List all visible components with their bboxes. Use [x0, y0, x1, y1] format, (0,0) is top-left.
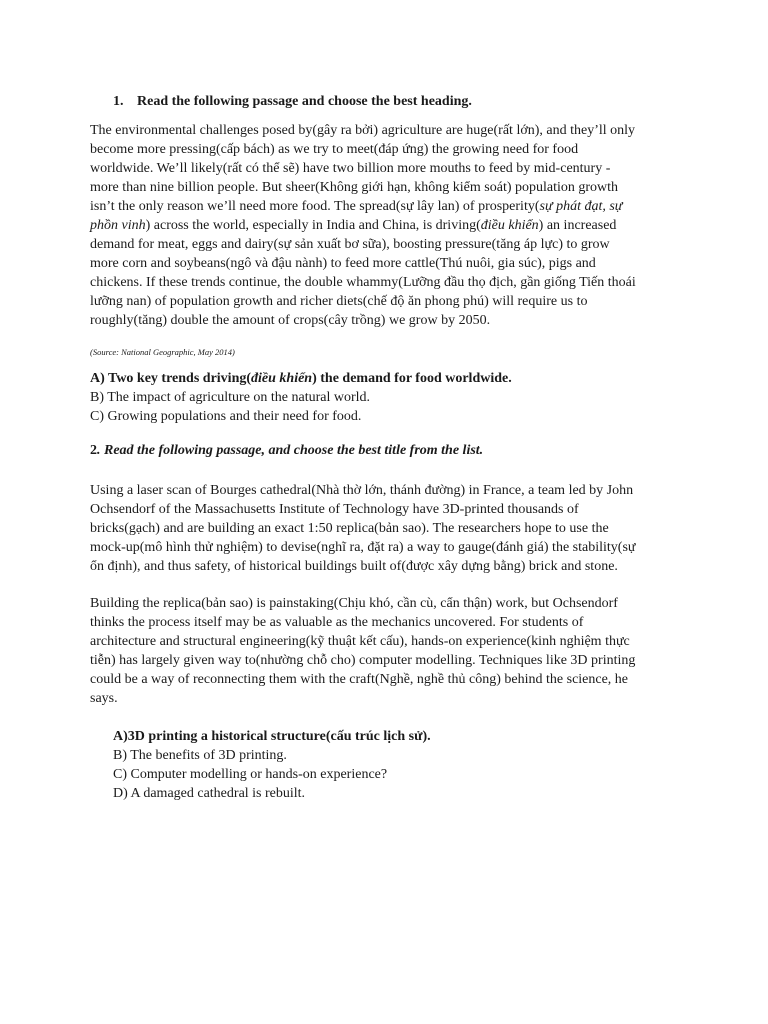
question-1-heading: [113, 94, 472, 110]
passage-line: Using a laser scan of Bourges cathedral(Nhà thờ lớn, thánh đường) in France, a team led by John: [90, 483, 634, 498]
passage-line: bricks(gạch) and are building an exact 1:50 replica(bản sao). The researchers hope to use the: [90, 521, 609, 536]
passage-line: [90, 254, 690, 273]
question-1-heading-text: Read the following passage and choose the best heading.: [137, 94, 472, 109]
question-1-number: 1.: [113, 94, 124, 109]
passage-line: [90, 311, 690, 330]
passage-line: says.: [90, 691, 118, 706]
passage-text: roughly(tăng) double the amount of crops(cây trồng) we grow by 2050.: [90, 313, 491, 328]
passage-text: more than nine billion people. But sheer(Không giới hạn, không kiểm soát) population growth: [90, 180, 619, 195]
passage-source: (Source: National Geographic, May 2014): [90, 347, 235, 357]
question-1-option-c: C) Growing populations and their need for food.: [90, 409, 362, 424]
passage-line: [90, 235, 690, 254]
passage-line: mock-up(mô hình thử nghiệm) to devise(nghĩ ra, đặt ra) a way to gauge(đánh giá) the stability(sự: [90, 540, 636, 555]
passage-line: [90, 121, 690, 140]
passage-line: could be a way of reconnecting them with the craft(Nghề, nghề thủ công) behind the science, he: [90, 672, 629, 687]
question-2-options: [113, 727, 431, 803]
question-2-option-d: D) A damaged cathedral is rebuilt.: [113, 786, 306, 801]
passage-line: [90, 292, 690, 311]
passage-italic-text: sự phát đạt, sự: [539, 199, 623, 214]
passage-text: ) across the world, especially in India and China, is driving(: [145, 218, 481, 233]
passage-italic-text: điều khiển: [480, 218, 539, 233]
passage-line: [90, 159, 690, 178]
question-1-options: [90, 369, 512, 426]
passage-line: [90, 197, 690, 216]
passage-line: Building the replica(bản sao) is painstaking(Chịu khó, cần cù, cẩn thận) work, but Ochsendorf: [90, 596, 618, 611]
passage-text: worldwide. We’ll likely(rất có thể sẽ) have two billion more mouths to feed by mid-century -: [90, 161, 611, 176]
option-a-prefix: A) Two key trends driving(: [90, 371, 252, 386]
question-2-passage-2: [90, 594, 690, 708]
question-2-heading: [90, 443, 483, 459]
passage-text: The environmental challenges posed by(gây ra bởi) agriculture are huge(rất lớn), and they’ll only: [90, 123, 636, 138]
passage-text: chickens. If these trends continue, the double whammy(Lưỡng đầu thọ địch, gần giống Tiến thoái: [90, 275, 636, 290]
passage-line: [90, 178, 690, 197]
passage-line: architecture and structural engineering(kỹ thuật kết cấu), hands-on experience(kinh nghiệm thực: [90, 634, 630, 649]
question-2-option-c: C) Computer modelling or hands-on experience?: [113, 767, 388, 782]
passage-line: [90, 273, 690, 292]
passage-text: more corn and soybeans(ngô và đậu nành) to feed more cattle(Thú nuôi, gia súc), pigs and: [90, 256, 596, 271]
option-a-suffix: ) the demand for food worldwide.: [312, 371, 512, 386]
question-1-passage: [90, 121, 690, 330]
option-a-italic: điều khiển: [251, 371, 313, 386]
question-2-heading-text: . Read the following passage, and choose the best title from the list.: [97, 443, 484, 458]
question-2-passage-1: [90, 481, 690, 576]
passage-text: demand for meat, eggs and dairy(sự sản xuất bơ sữa), boosting pressure(tăng áp lực) to grow: [90, 237, 610, 252]
passage-line: thinks the process itself may be as valuable as the mechanics uncovered. For students of: [90, 615, 584, 630]
question-2-option-b: B) The benefits of 3D printing.: [113, 748, 287, 763]
question-1-option-b: B) The impact of agriculture on the natural world.: [90, 390, 371, 405]
passage-line: ổn định), and thus safety, of historical buildings built of(được xây dựng bằng) brick and stone.: [90, 559, 618, 574]
passage-text: ) an increased: [538, 218, 617, 233]
passage-italic-text: phồn vinh: [90, 218, 146, 233]
passage-line: tiễn) has largely given way to(nhường chỗ cho) computer modelling. Techniques like 3D printing: [90, 653, 636, 668]
passage-line: [90, 140, 690, 159]
question-2-number: 2: [90, 443, 97, 458]
passage-line: [90, 216, 690, 235]
question-1-option-a: [90, 369, 512, 388]
question-2-option-a: A)3D printing a historical structure(cấu trúc lịch sử).: [113, 729, 431, 744]
passage-text: become more pressing(cấp bách) as we try to meet(đáp ứng) the growing need for food: [90, 142, 579, 157]
passage-text: isn’t the only reason we’ll need more food. The spread(sự lây lan) of prosperity(: [90, 199, 540, 214]
passage-text: lưỡng nan) of population growth and richer diets(chế độ ăn phong phú) will require us to: [90, 294, 588, 309]
passage-line: Ochsendorf of the Massachusetts Institute of Technology have 3D-printed thousands of: [90, 502, 579, 517]
